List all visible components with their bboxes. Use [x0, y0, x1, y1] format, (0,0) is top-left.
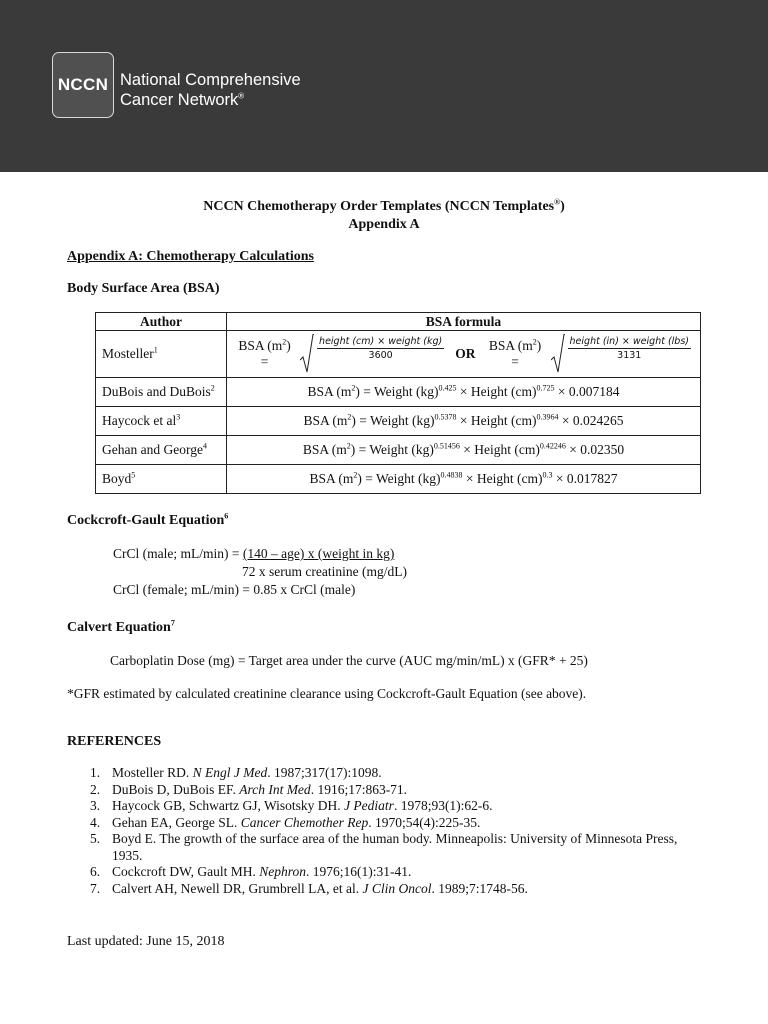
table-row-boyd — [96, 465, 701, 494]
author-cell: Boyd$^5$ — [96, 465, 227, 494]
references-list — [90, 765, 710, 897]
or-label: OR — [455, 346, 476, 361]
logo-text: NCCN — [57, 75, 109, 94]
col-formula-header: BSA formula — [227, 313, 701, 331]
org-line-2: Cancer Network® — [120, 91, 245, 109]
list-item: 6. Cockcroft DW, Gault MH. Nephron. 1976;16(1):31-41. — [90, 864, 412, 879]
formula-cell: BSA $(m^2)$ = Weight (kg)$^{0.5378}$ × Height (cm)$^{0.3964}$ × 0.024265 — [227, 407, 701, 436]
organization-name — [120, 70, 301, 110]
bsa-heading: Body Surface Area (BSA) — [67, 281, 220, 296]
radical-sign-icon — [551, 334, 565, 374]
col-author-header: Author — [96, 313, 227, 331]
crcl-numerator: (140 – age) x (weight in kg) — [242, 546, 395, 561]
metric-numerator: height (cm) × weight (kg) — [319, 336, 443, 347]
calvert-formula: Carboplatin Dose (mg) = Target area under the curve (AUC mg/min/mL) x (GFR* + 25) — [110, 653, 588, 668]
crcl-female-equation: CrCl (female; mL/min) = 0.85 x CrCl (male) — [113, 582, 356, 597]
cockcroft-heading: Cockcroft-Gault Equation$^6$ — [67, 511, 229, 528]
imperial-numerator: height (in) × weight (lbs) — [569, 336, 689, 347]
author-cell: DuBois and DuBois$^2$ — [96, 378, 227, 407]
list-item: 4. Gehan EA, George SL. Cancer Chemother Rep. 1970;54(4):225-35. — [90, 814, 481, 830]
formula-cell: BSA $(m^2)$ = Weight (kg)$^{0.425}$ × Height (cm)$^{0.725}$ × 0.007184 — [227, 378, 701, 407]
square-root-imperial — [551, 334, 694, 374]
formula-cell: BSA $(m^2)$ = Weight (kg)$^{0.51456}$ × Height (cm)$^{0.42246}$ × 0.02350 — [227, 436, 701, 465]
list-item: 1. Mosteller RD. N Engl J Med. 1987;317(17):1098. — [90, 765, 382, 780]
title-line-1: NCCN Chemotherapy Order Templates (NCCN Templates®) — [203, 197, 565, 214]
table-header-row — [96, 313, 701, 331]
metric-denominator: 3600 — [368, 350, 393, 361]
gfr-footnote: *GFR estimated by calculated creatinine clearance using Cockcroft-Gault Equation (see above). — [67, 686, 587, 701]
table-row-haycock — [96, 407, 701, 436]
table-row-mosteller — [96, 331, 701, 378]
list-item: 3. Haycock GB, Schwartz GJ, Wisotsky DH. J Pediatr. 1978;93(1):62-6. — [90, 798, 493, 813]
bsa-formula-table — [95, 312, 701, 494]
formula-cell: BSA $(m^2)$ = Weight (kg)$^{0.4838}$ × Height (cm)$^{0.3}$ × 0.017827 — [227, 465, 701, 494]
square-root-metric — [300, 334, 447, 374]
author-cell: Mosteller$^1$ — [96, 331, 227, 378]
radical-sign-icon — [300, 334, 314, 374]
appendix-heading: Appendix A: Chemotherapy Calculations — [67, 249, 314, 264]
title-line-2: Appendix A — [348, 217, 420, 232]
table-row-gehan — [96, 436, 701, 465]
document-title — [0, 198, 768, 234]
nccn-logo — [52, 52, 114, 118]
list-item: 7. Calvert AH, Newell DR, Grumbrell LA, et al. J Clin Oncol. 1989;7:1748-56. — [90, 880, 528, 896]
author-cell: Haycock et $al^3$ — [96, 407, 227, 436]
last-updated: Last updated: June 15, 2018 — [67, 934, 225, 949]
references-heading: REFERENCES — [67, 734, 162, 749]
list-item: 2. DuBois D, DuBois EF. Arch Int Med. 1916;17:863-71. — [90, 781, 408, 797]
crcl-denominator: 72 x serum creatinine (mg/dL) — [242, 564, 407, 579]
mosteller-formula — [233, 334, 694, 374]
header-band — [0, 0, 768, 172]
formula-cell — [227, 331, 701, 378]
bsa-lhs: BSA $(m^2)$ = — [488, 337, 542, 369]
imperial-denominator: 3131 — [617, 350, 642, 361]
bsa-lhs: BSA $(m^2)$ = — [238, 337, 291, 369]
crcl-male-equation: CrCl (male; mL/min) = (140 – age) x (weight in kg) — [113, 546, 395, 561]
author-cell: Gehan and George$^4$ — [96, 436, 227, 465]
list-item: 5. Boyd E. The growth of the surface area of the human body. Minneapolis: University of Minnesota Press, 1935. — [90, 831, 678, 863]
org-line-1: National Comprehensive — [120, 71, 301, 89]
calvert-heading: Calvert Equation$^7$ — [67, 618, 175, 635]
table-row-dubois — [96, 378, 701, 407]
